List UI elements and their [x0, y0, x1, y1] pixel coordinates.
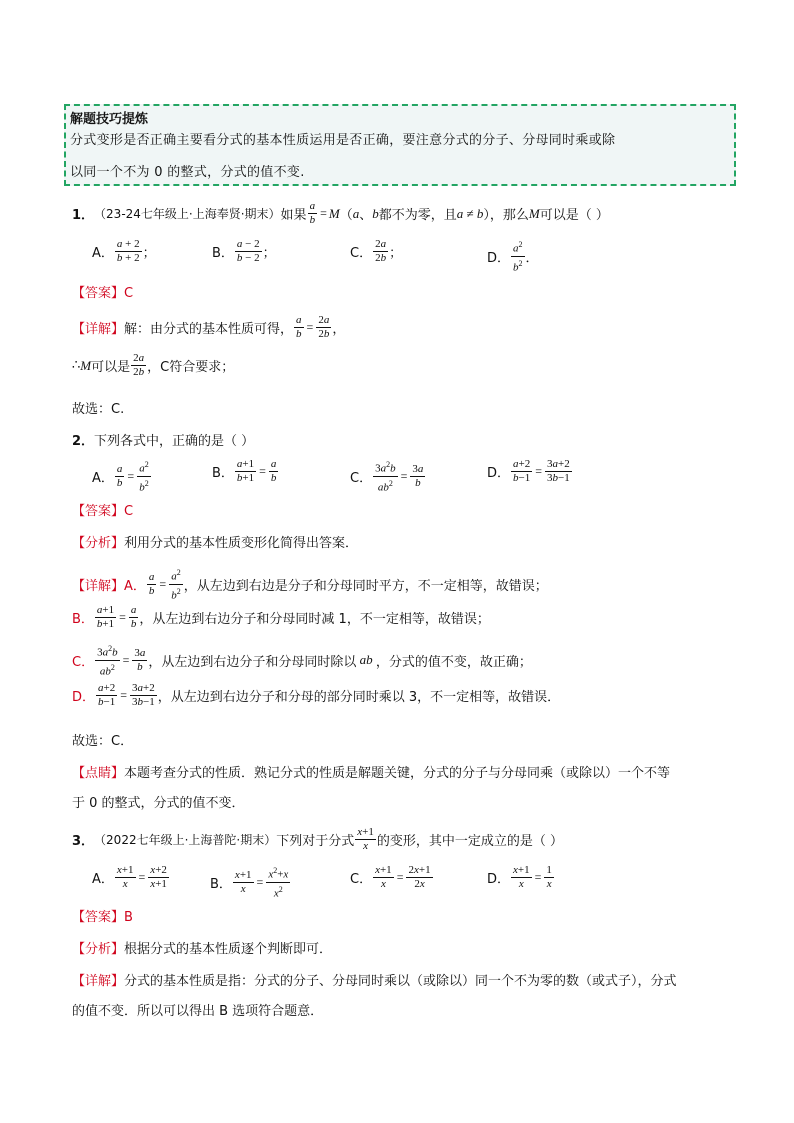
q3-option-b: B． $\frac{x+1}{x}$ = $\frac{x^2+x}{x^2}$ [210, 866, 289, 900]
tip-line-2: 以同一个不为 0 的整式，分式的值不变. [70, 165, 305, 180]
q1-option-a: A． a + 2 b + 2 ； [92, 238, 156, 264]
q2-answer: 【答案】C [72, 504, 134, 519]
q2-option-a: A． $\frac{a}{b}$ = $\frac{a^2}{b^2}$ [92, 460, 149, 494]
tip-box [64, 104, 736, 186]
q1-option-b: B． a − 2 b − 2 ； [212, 238, 276, 264]
q2-choose: 故选：C． [72, 734, 134, 749]
q1-detail-2: ∴ M 可以是 2a 2b ，C符合要求； [72, 352, 235, 378]
q2-detail-c: C． $\frac{3a^2b}{ab^2}$ = $\frac{3a}{b}$ ，从左边到右边分子和分母同时除以 ab ，分式的值不变，故正确； [72, 644, 532, 678]
q2-detail-d: D． $\frac{a+2}{b-1}$ = $\frac{3a+2}{3b-1}$ ，从左边到右边分子和分母的部分同时乘以 3，不一定相等，故错误． [72, 682, 561, 708]
q1-detail-1: 【详解】 解：由分式的基本性质可得， $\frac{a}{b}$ = $\frac{2a}{2b}$ ， [72, 314, 346, 340]
q3-answer: 【答案】B [72, 910, 133, 925]
q1-choose: 故选：C. [72, 402, 125, 417]
q1-stem: 1． （23-24七年级上·上海奉贤·期末） 如果 $\frac{a}{b}$ = M （ a 、 b 都不为零，且 a ≠ b ），那么 M 可以是（ ） [72, 200, 609, 226]
q3-option-d: D． $\frac{x+1}{x}$ = $\frac{1}{x}$ [487, 864, 552, 890]
q2-option-d: D． $\frac{a+2}{b-1}$ = $\frac{3a+2}{3b-1}$ [487, 458, 570, 484]
q2-comment-2: 于 0 的整式，分式的值不变． [72, 796, 245, 811]
q2-option-c: C． $\frac{3a^2b}{ab^2}$ = $\frac{3a}{b}$ [350, 460, 424, 494]
q3-detail-2: 的值不变．所以可以得出 B 选项符合题意． [72, 1004, 324, 1019]
q3-option-c: C． $\frac{x+1}{x}$ = $\frac{2x+1}{2x}$ [350, 864, 431, 890]
q2-analysis: 【分析】利用分式的基本性质变形化简得出答案． [72, 536, 359, 551]
q1-option-d: D． $a^2$ $b^2$ ． [487, 240, 539, 274]
q3-detail-1: 【详解】分式的基本性质是指：分式的分子、分母同时乘以（或除以）同一个不为零的数（或式子），分式 [72, 974, 677, 989]
q2-option-b: B． $\frac{a+1}{b+1}$ = $\frac{a}{b}$ [212, 458, 277, 484]
q2-comment-1: 【点睛】本题考查分式的性质．熟记分式的性质是解题关键，分式的分子与分母同乘（或除以）一个不等 [72, 766, 671, 781]
q3-option-a: A． $\frac{x+1}{x}$ = $\frac{x+2}{x+1}$ [92, 864, 167, 890]
q1-answer: 【答案】C [72, 286, 134, 301]
q2-detail-b: B． $\frac{a+1}{b+1}$ = $\frac{a}{b}$ ，从左边到右边分子和分母同时减 1，不一定相等，故错误； [72, 604, 490, 630]
q2-detail-a: 【详解】 A． $\frac{a}{b}$ = $\frac{a^2}{b^2}$ ，从左边到右边是分子和分母同时平方，不一定相等，故错误； [72, 568, 548, 602]
tip-line-1: 分式变形是否正确主要看分式的基本性质运用是否正确，要注意分式的分子、分母同时乘或除 [70, 133, 616, 148]
q1-option-c: C． 2a 2b ； [350, 238, 403, 264]
q3-analysis: 【分析】根据分式的基本性质逐个判断即可． [72, 942, 333, 957]
q3-stem: 3． （2022七年级上·上海普陀·期末） 下列对于分式 x+1 x 的变形，其中一定成立的是（ ） [72, 826, 563, 852]
tip-title: 解题技巧提炼 [70, 112, 149, 127]
q2-stem: 2． 下列各式中，正确的是（ ） [72, 434, 255, 449]
